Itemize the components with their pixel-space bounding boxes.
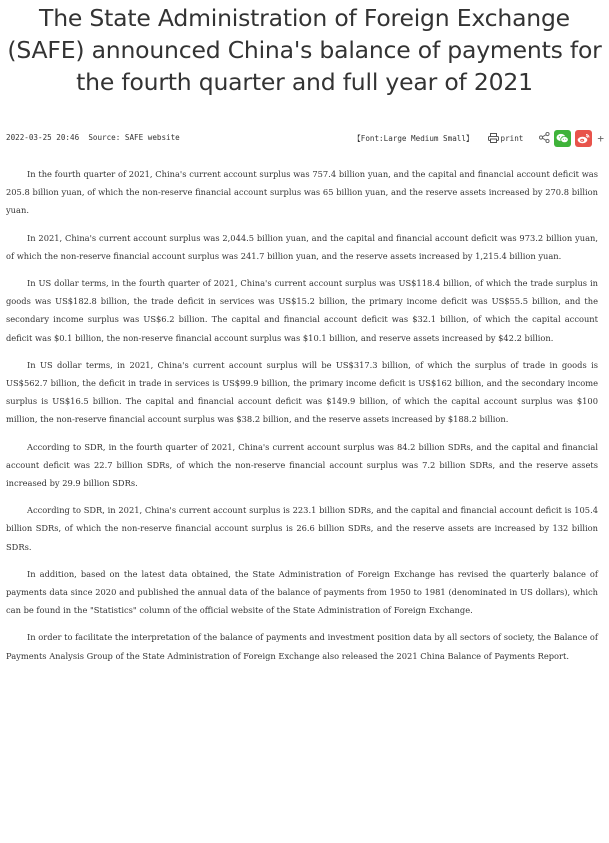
article-paragraph: In addition, based on the latest data obtained, the State Administration of Foreign Exchange has revised the quarterly balance of payments data since 2020 and published the annual data of the balance of payments from 1950 to 1981 (denominated in US dollars), which can be found in the "Statistics" column of the official website of the State Administration of Foreign Exchange.	[6, 568, 598, 616]
weibo-share-button[interactable]	[575, 130, 592, 147]
font-size-switch[interactable]: 【Font:Large Medium Small】	[353, 133, 474, 143]
publish-datetime: 2022-03-25 20:46	[6, 133, 80, 142]
article-meta-bar	[6, 129, 604, 147]
article-tools	[353, 129, 604, 147]
wechat-share-button[interactable]	[554, 130, 571, 147]
article-paragraph: In 2021, China's current account surplus was 2,044.5 billion yuan, and the capital and financial account deficit was 973.2 billion yuan, of which the non-reserve financial account surplus was 241.7 billion yuan, and the reserve assets increased by 1,215.4 billion yuan.	[6, 232, 598, 261]
article-title: The State Administration of Foreign Exchange (SAFE) announced China's balance of payments for the fourth quarter and full year of 2021	[7, 4, 602, 96]
plus-icon[interactable]: +	[597, 131, 604, 145]
print-label: print	[500, 133, 524, 143]
weibo-icon	[577, 133, 590, 144]
article-paragraph: According to SDR, in the fourth quarter of 2021, China's current account surplus was 84.2 billion SDRs, and the capital and financial account deficit was 22.7 billion SDRs, of which the non-reserve financial account surplus was 7.2 billion SDRs, and the reserve assets increased by 29.9 billion SDRs.	[6, 441, 598, 489]
article-meta-info	[6, 133, 180, 142]
share-button[interactable]	[539, 132, 550, 145]
article-paragraph: In order to facilitate the interpretation of the balance of payments and investment position data by all sectors of society, the Balance of Payments Analysis Group of the State Administration of Foreign Exchange also released the 2021 China Balance of Payments Report.	[6, 632, 598, 661]
share-icon	[539, 132, 550, 143]
wechat-icon	[556, 133, 569, 144]
article-body	[6, 165, 598, 674]
print-button[interactable]	[488, 133, 524, 143]
article-paragraph: In US dollar terms, in 2021, China's current account surplus will be US$317.3 billion, of which the surplus of trade in goods is US$562.7 billion, the deficit in trade in services is US$99.9 billion, the primary income deficit is US$162 billion, and the secondary income surplus is US$16.5 billion. The capital and financial account deficit was $149.9 billion, of which the capital account surplus was $100 million, the non-reserve financial account surplus was $38.2 billion, and the reserve assets increased by $188.2 billion.	[6, 359, 598, 425]
article-paragraph: In US dollar terms, in the fourth quarter of 2021, China's current account surplus was US$118.4 billion, of which the trade surplus in goods was US$182.8 billion, the trade deficit in services was US$15.2 billion, the primary income deficit was US$55.5 billion, and the secondary income surplus was US$6.2 billion. The capital and financial account deficit was $32.1 billion, of which the capital account deficit was $0.1 billion, the non-reserve financial account surplus was $10.1 billion, and reserve assets increased by $42.2 billion.	[6, 278, 598, 343]
article-source: Source: SAFE website	[88, 133, 180, 142]
article-paragraph: According to SDR, in 2021, China's current account surplus is 223.1 billion SDRs, and the capital and financial account deficit is 105.4 billion SDRs, of which the non-reserve financial account surplus is 26.6 billion SDRs, and the reserve assets are increased by 132 billion SDRs.	[6, 505, 598, 552]
article-paragraph: In the fourth quarter of 2021, China's current account surplus was 757.4 billion yuan, and the capital and financial account deficit was 205.8 billion yuan, of which the non-reserve financial account surplus was 65 billion yuan, and the reserve assets increased by 270.8 billion yuan.	[6, 169, 598, 216]
print-icon	[488, 133, 499, 143]
